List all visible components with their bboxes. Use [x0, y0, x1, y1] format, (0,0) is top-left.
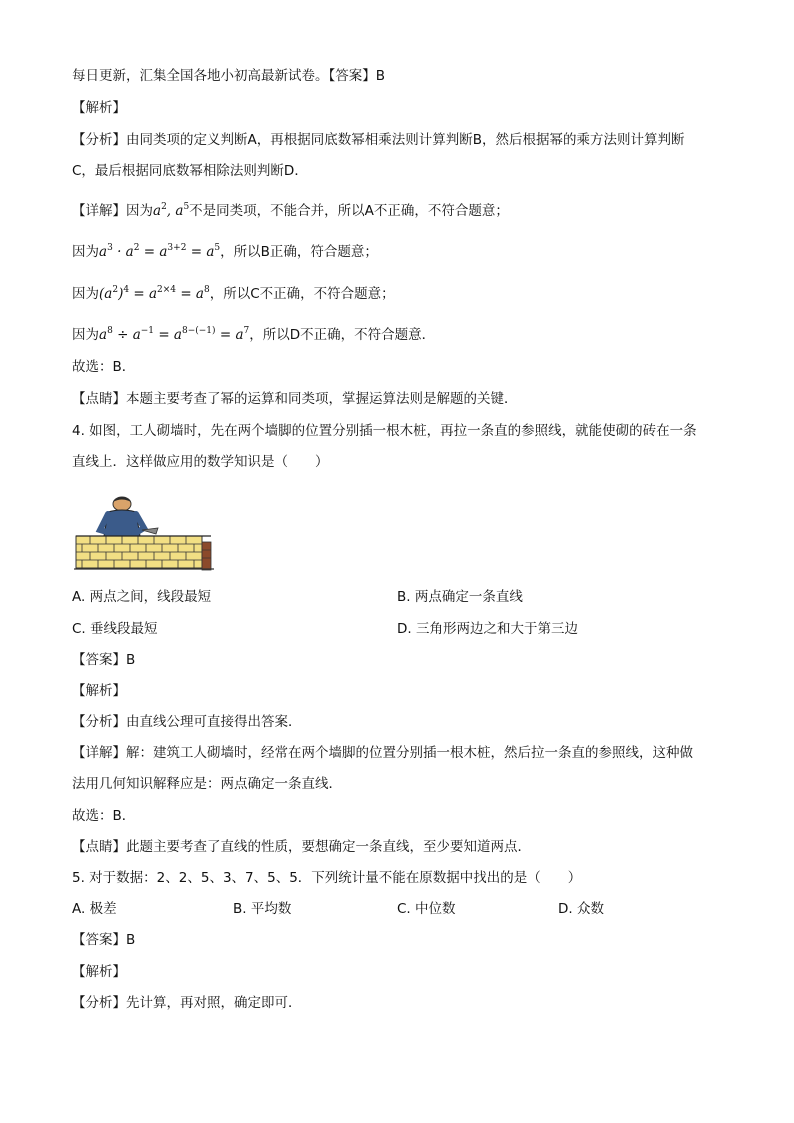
- q3-detail-line-b: [72, 238, 378, 262]
- q3-c-prefix: 因为: [72, 286, 99, 302]
- q3-c-suffix: ，所以C不正确，不符合题意；: [209, 286, 395, 302]
- q3-b-prefix: 因为: [72, 244, 99, 260]
- q5-answer: 【答案】B: [72, 932, 136, 948]
- q4-option-b: B. 两点确定一条直线: [397, 589, 523, 605]
- q4-option-a: A. 两点之间，线段最短: [72, 589, 212, 605]
- q3-comment: 【点睛】本题主要考查了幂的运算和同类项，掌握运算法则是解题的关键．: [72, 391, 518, 407]
- q3-d-suffix: ，所以D不正确，不符合题意．: [249, 327, 436, 343]
- formula-a2-a5: $a^2$, $a^5$: [153, 202, 190, 219]
- q4-option-c: C. 垂线段最短: [72, 621, 158, 637]
- formula-quotient: $a^8 \div a^{-1} = a^{8-(-1)} = a^7$: [99, 326, 250, 343]
- q4-option-d: D. 三角形两边之和大于第三边: [397, 621, 578, 637]
- q3-detail-line-a: [72, 197, 509, 221]
- formula-product: $a^3 \cdot a^2 = a^{3+2} = a^5$: [99, 243, 221, 260]
- q3-analysis-heading: 【解析】: [72, 100, 126, 116]
- q3-detail-prefix: 【详解】因为: [72, 203, 153, 219]
- q4-stem-line-1: 4. 如图，工人砌墙时，先在两个墙脚的位置分别插一根木桩，再拉一条直的参照线，就能使砌的砖在一条: [72, 423, 697, 439]
- q3-detail-line-c: [72, 280, 395, 304]
- q4-answer: 【答案】B: [72, 652, 136, 668]
- q4-comment: 【点睛】此题主要考查了直线的性质，要想确定一条直线，至少要知道两点．: [72, 839, 531, 855]
- q4-stem-line-2: 直线上．这样做应用的数学知识是（ ）: [72, 454, 329, 470]
- q4-analysis: 【分析】由直线公理可直接得出答案．: [72, 714, 302, 730]
- header-line: 每日更新，汇集全国各地小初高最新试卷。【答案】B: [72, 68, 386, 84]
- q5-option-c: C. 中位数: [397, 901, 456, 917]
- q3-analysis-line-2: C，最后根据同底数幂相除法则判断D．: [72, 163, 308, 179]
- q3-detail-suffix: 不是同类项，不能合并，所以A不正确，不符合题意；: [189, 203, 509, 219]
- q5-option-b: B. 平均数: [233, 901, 292, 917]
- q4-analysis-heading: 【解析】: [72, 683, 126, 699]
- q3-choice: 故选：B．: [72, 359, 136, 375]
- bricklayer-illustration: [74, 492, 216, 572]
- q5-option-d: D. 众数: [558, 901, 604, 917]
- q4-choice: 故选：B．: [72, 808, 136, 824]
- q3-analysis-line-1: 【分析】由同类项的定义判断A，再根据同底数幂相乘法则计算判断B，然后根据幂的乘方法则计算判断: [72, 132, 685, 148]
- q5-option-a: A. 极差: [72, 901, 117, 917]
- formula-power: $(a^2)^4 = a^{2\times 4} = a^8$: [99, 285, 210, 302]
- q5-analysis: 【分析】先计算，再对照，确定即可．: [72, 995, 302, 1011]
- q4-detail-line-1: 【详解】解：建筑工人砌墙时，经常在两个墙脚的位置分别插一根木桩，然后拉一条直的参照线，这种做: [72, 745, 693, 761]
- q4-detail-line-2: 法用几何知识解释应是：两点确定一条直线．: [72, 776, 342, 792]
- q3-detail-line-d: [72, 321, 435, 345]
- q5-stem: 5. 对于数据：2、2、5、3、7、5、5．下列统计量不能在原数据中找出的是（ ）: [72, 870, 582, 886]
- q3-b-suffix: ，所以B正确，符合题意；: [220, 244, 378, 260]
- q3-d-prefix: 因为: [72, 327, 99, 343]
- q5-analysis-heading: 【解析】: [72, 964, 126, 980]
